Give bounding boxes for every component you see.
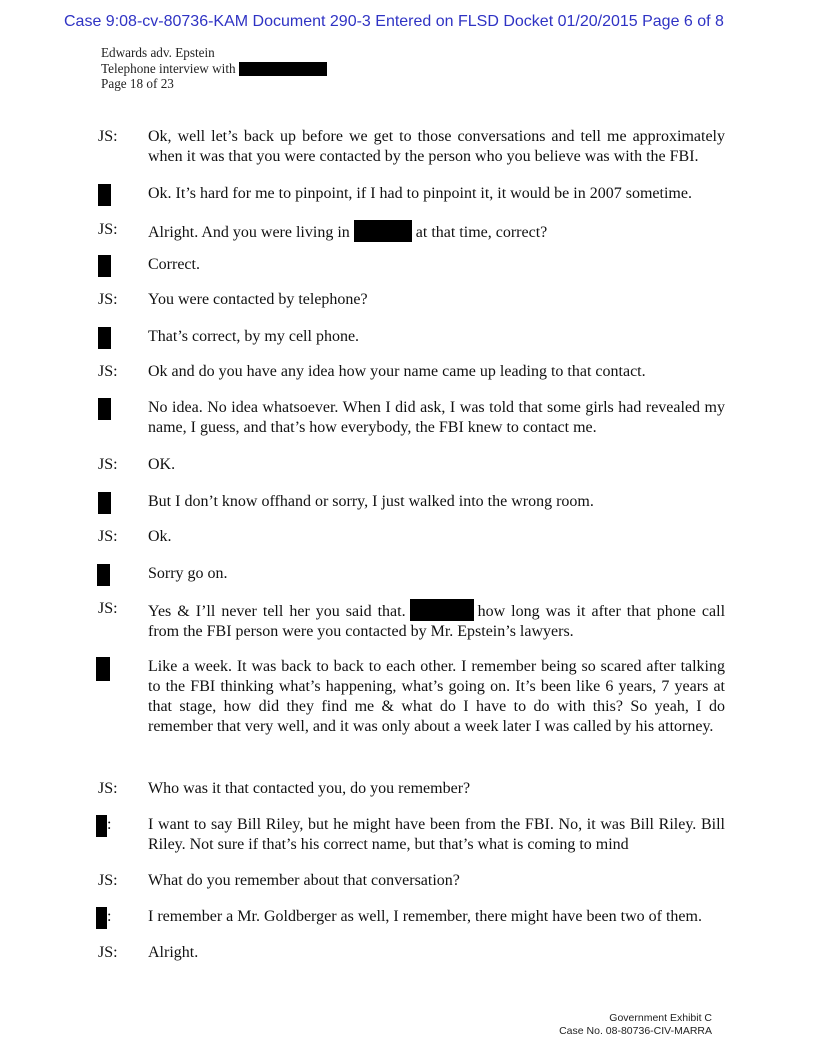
dialogue-text: You were contacted by telephone? <box>148 291 368 308</box>
dialogue-text: Who was it that contacted you, do you remember? <box>148 780 471 797</box>
redaction-box <box>410 599 474 621</box>
dialogue-text: Correct. <box>148 256 200 273</box>
dialogue-text: No idea. No idea whatsoever. When I did ask, I was told that some girls had revealed my name, I guess, and that’s how everybody, the FBI knew to contact me. <box>148 399 725 436</box>
redacted-speaker <box>97 564 110 586</box>
dialogue-text: What do you remember about that conversation? <box>148 872 460 889</box>
dialogue-text: Ok, well let’s back up before we get to those conversations and tell me approximately when it was that you were contacted by the person who you believe was with the FBI. <box>148 128 725 165</box>
dialogue-text: That’s correct, by my cell phone. <box>148 328 360 345</box>
text-after-redaction: at that time, correct? <box>415 224 548 241</box>
page-number: Page 18 of 23 <box>101 76 174 92</box>
dialogue-text: Ok. <box>148 528 172 545</box>
dialogue-text: Alright. <box>148 944 199 961</box>
redacted-speaker <box>96 907 107 929</box>
interview-caption <box>101 61 327 77</box>
dialogue-text: Ok. It’s hard for me to pinpoint, if I had to pinpoint it, it would be in 2007 sometime. <box>148 185 692 202</box>
document-header <box>101 45 327 92</box>
speaker-label: JS: <box>98 363 118 380</box>
dialogue-text <box>148 599 725 642</box>
speaker-label: JS: <box>98 128 118 145</box>
speaker-label: JS: <box>98 944 118 961</box>
speaker-colon: : <box>107 908 112 925</box>
interview-label: Telephone interview with <box>101 60 236 76</box>
speaker-label: JS: <box>98 600 118 617</box>
dialogue-text: Ok and do you have any idea how your name came up leading to that contact. <box>148 363 646 380</box>
redacted-speaker <box>98 255 111 277</box>
speaker-label: JS: <box>98 872 118 889</box>
redacted-speaker <box>98 492 111 514</box>
dialogue-text: Like a week. It was back to back to each other. I remember being so scared after talking to the FBI thinking what’s happening, what’s going on. It’s been like 6 years, 7 years at that stage, how did they find me & what do I have to do with this? So yeah, I do remember that very well, and it was only about a week later I was called by his attorney. <box>148 658 725 735</box>
case-caption: Edwards adv. Epstein <box>101 45 215 60</box>
speaker-label: JS: <box>98 221 118 238</box>
dialogue-text: But I don’t know offhand or sorry, I just walked into the wrong room. <box>148 493 594 510</box>
redacted-speaker <box>98 398 111 420</box>
redaction-box <box>239 62 327 76</box>
case-number: Case No. 08-80736-CIV-MARRA <box>559 1025 712 1037</box>
dialogue-text: OK. <box>148 456 176 473</box>
redacted-speaker <box>98 327 111 349</box>
redacted-speaker <box>96 815 107 837</box>
redacted-speaker <box>96 657 110 681</box>
dialogue-text: I want to say Bill Riley, but he might have been from the FBI. No, it was Bill Riley. Bill Riley. Not sure if that’s his correct name, but that’s what is coming to mind <box>148 816 725 853</box>
docket-header: Case 9:08-cv-80736-KAM Document 290-3 Entered on FLSD Docket 01/20/2015 Page 6 of 8 <box>64 13 724 30</box>
exhibit-label: Government Exhibit C <box>609 1012 712 1024</box>
text-before-redaction: Alright. And you were living in <box>148 224 350 241</box>
exhibit-footer <box>559 1012 712 1038</box>
dialogue-text: Sorry go on. <box>148 565 228 582</box>
redaction-box <box>354 220 412 242</box>
text-before-redaction: Yes & I’ll never tell her you said that. <box>148 603 406 620</box>
speaker-label: JS: <box>98 780 118 797</box>
speaker-label: JS: <box>98 291 118 308</box>
speaker-label: JS: <box>98 528 118 545</box>
text-after-redaction: how long was it after that phone call from the FBI person were you contacted by Mr. Epstein’s lawyers. <box>148 603 726 640</box>
dialogue-text: I remember a Mr. Goldberger as well, I remember, there might have been two of them. <box>148 908 702 925</box>
speaker-label: JS: <box>98 456 118 473</box>
dialogue-text <box>148 220 725 243</box>
redacted-speaker <box>98 184 111 206</box>
speaker-colon: : <box>107 816 112 833</box>
